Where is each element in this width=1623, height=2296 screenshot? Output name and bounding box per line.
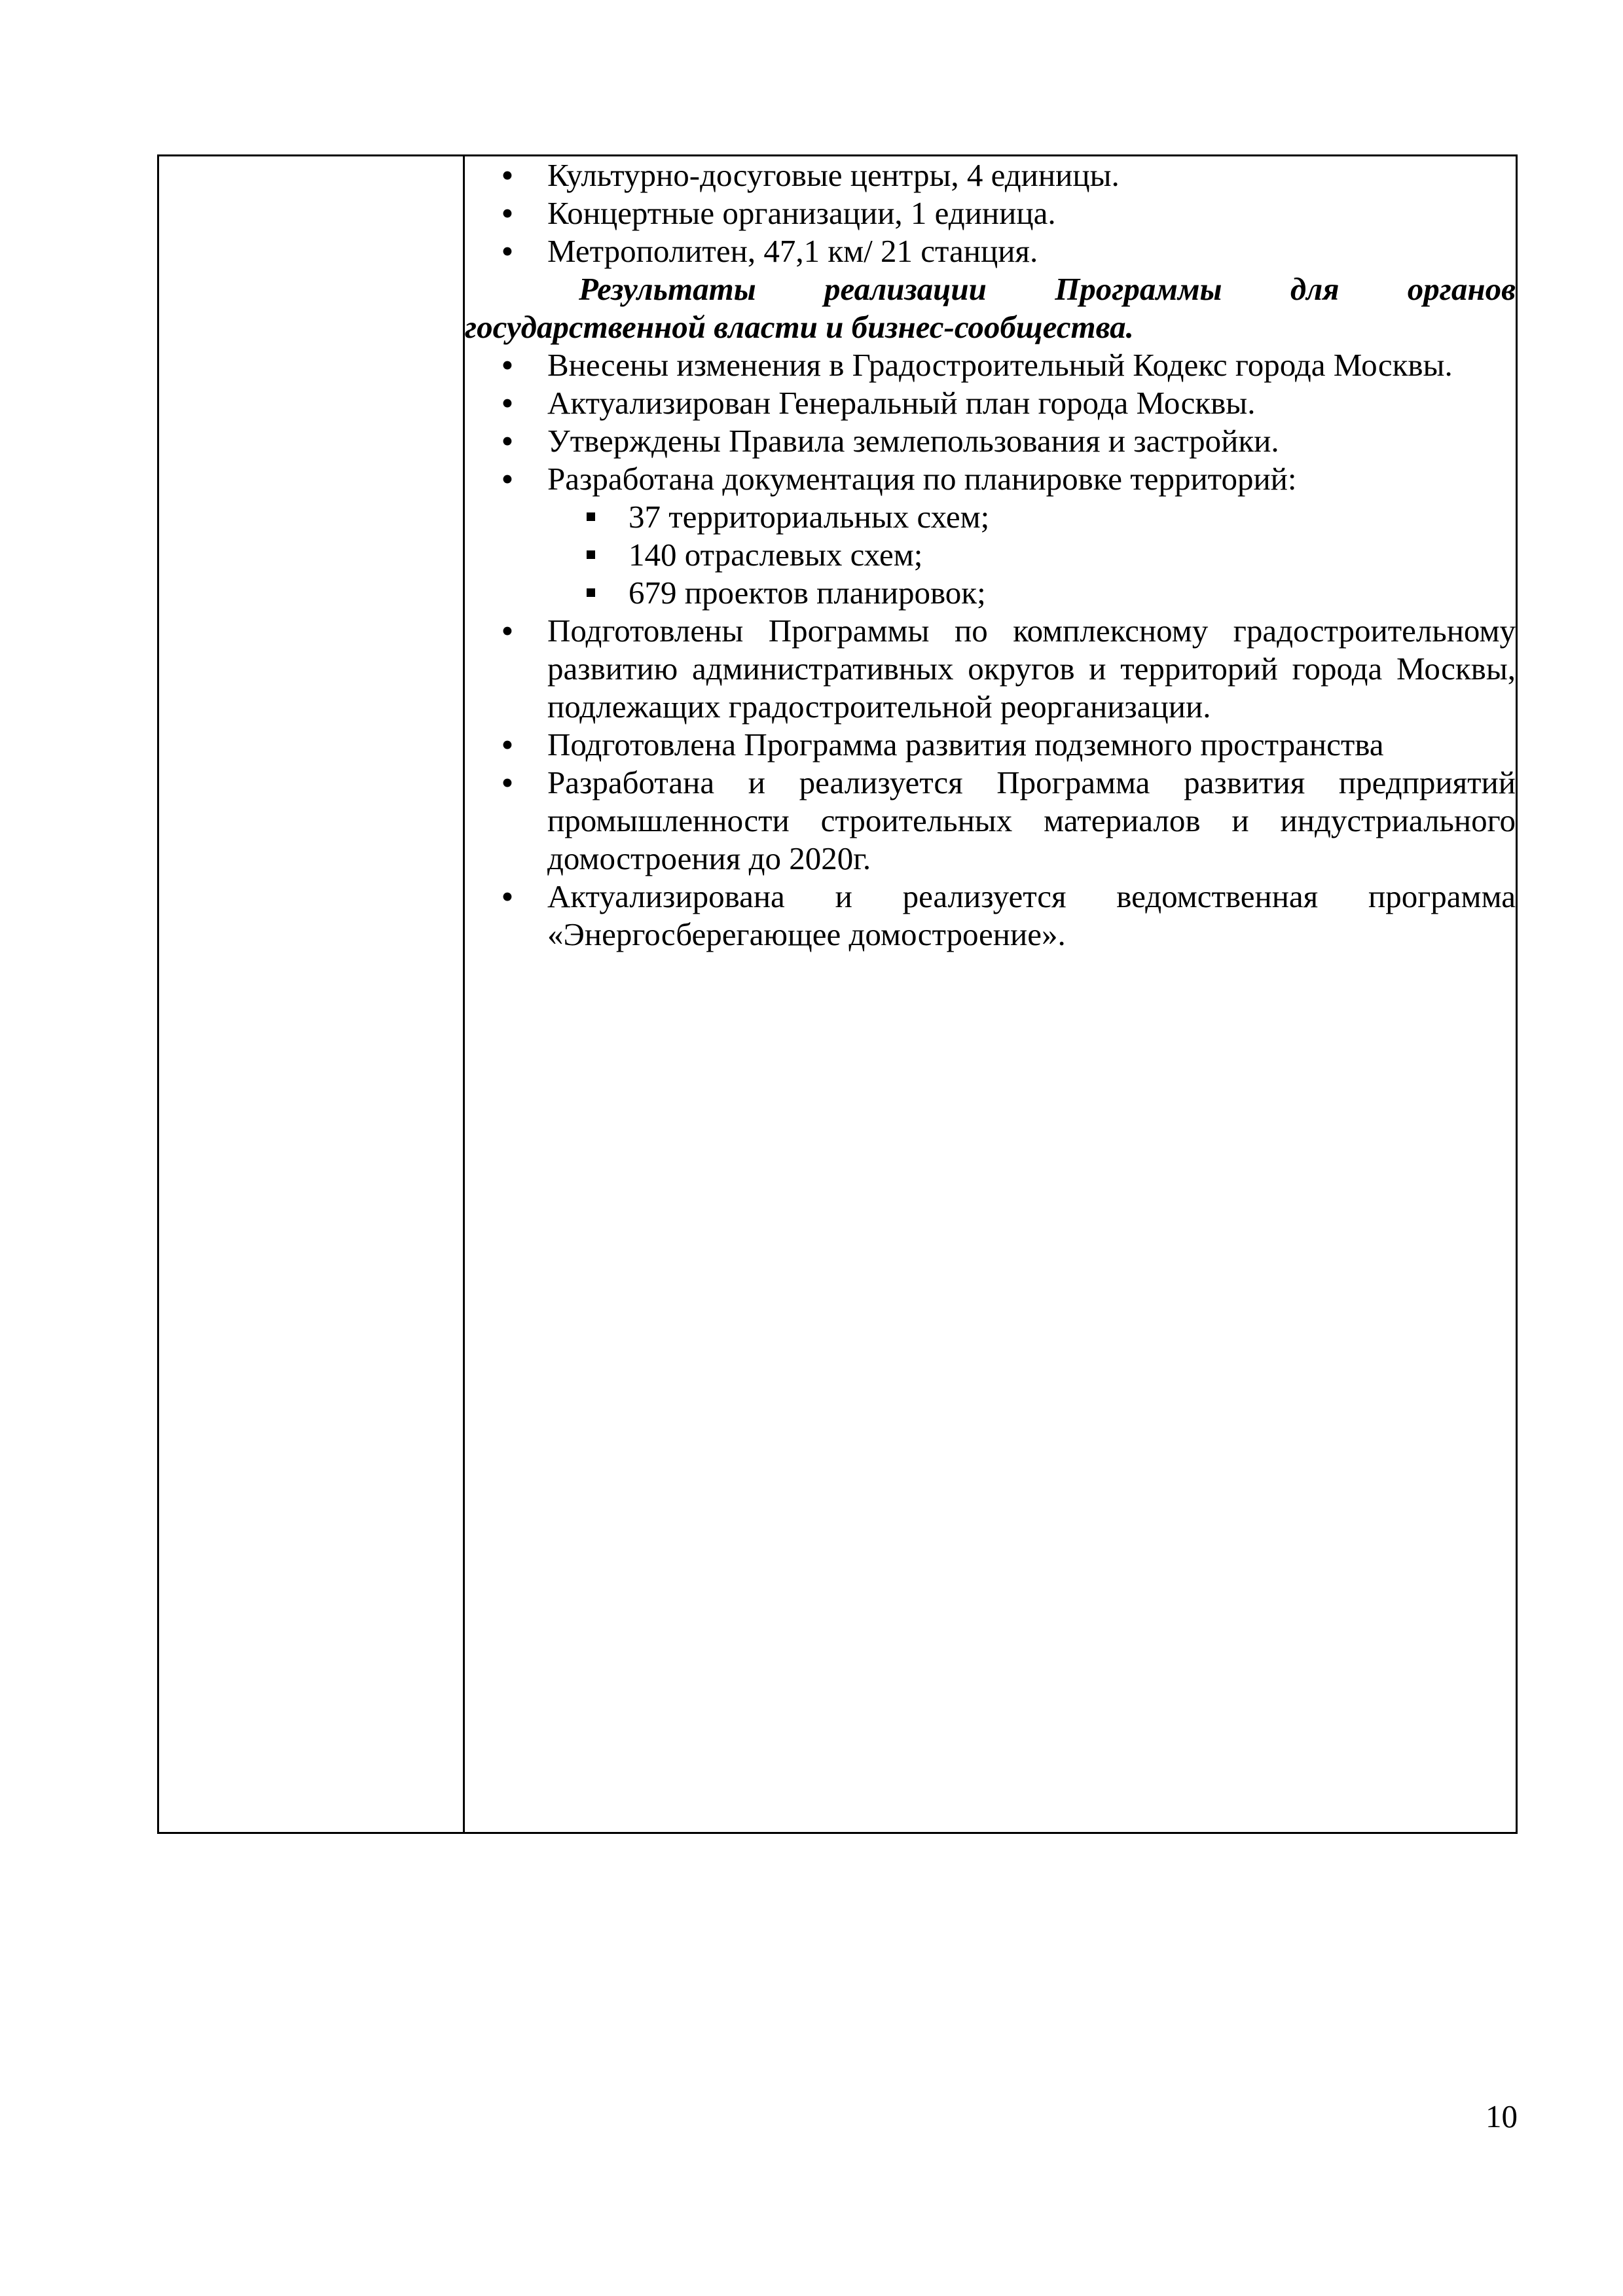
square-bullet-icon bbox=[587, 588, 595, 597]
list-item-text: Разработана и реализуется Программа развития предприятий промышленности строительных материалов и индустриального домостроения до 2020г. bbox=[547, 764, 1516, 876]
bullet-icon: • bbox=[501, 763, 514, 802]
results-heading: Результаты реализации Программы для органов государственной власти и бизнес-сообщества. bbox=[465, 271, 1516, 345]
facilities-list bbox=[465, 156, 1516, 270]
sublist-item-text: 140 отраслевых схем; bbox=[629, 537, 923, 573]
bullet-icon: • bbox=[501, 156, 514, 195]
list-item-text: Культурно-досуговые центры, 4 единицы. bbox=[547, 157, 1120, 193]
sublist-item bbox=[465, 498, 1516, 536]
sublist-item bbox=[465, 536, 1516, 574]
square-bullet-icon bbox=[587, 512, 595, 521]
list-item bbox=[465, 460, 1516, 612]
list-item bbox=[465, 232, 1516, 270]
bullet-icon: • bbox=[501, 232, 514, 271]
list-item bbox=[465, 194, 1516, 232]
list-item-text: Актуализирован Генеральный план города Москвы. bbox=[547, 385, 1256, 421]
sublist-item bbox=[465, 574, 1516, 612]
list-item-text: Концертные организации, 1 единица. bbox=[547, 195, 1056, 231]
planning-sublist bbox=[465, 498, 1516, 612]
left-empty-cell bbox=[158, 156, 464, 1833]
list-item-text: Подготовлены Программы по комплексному градостроительному развитию административных округов и территорий города Москвы, подлежащих градостроительной реорганизации. bbox=[547, 613, 1516, 725]
bullet-icon: • bbox=[501, 611, 514, 651]
sublist-item-text: 37 территориальных схем; bbox=[629, 499, 990, 535]
bullet-icon: • bbox=[501, 346, 514, 385]
bullet-icon: • bbox=[501, 877, 514, 916]
list-item bbox=[465, 878, 1516, 954]
list-item-text: Актуализирована и реализуется ведомственная программа «Энергосберегающее домостроение». bbox=[547, 878, 1516, 952]
list-item bbox=[465, 156, 1516, 194]
page-number: 10 bbox=[1486, 2098, 1518, 2134]
bullet-icon: • bbox=[501, 725, 514, 764]
list-item-text: Утверждены Правила землепользования и застройки. bbox=[547, 423, 1279, 459]
list-item bbox=[465, 422, 1516, 460]
list-item-text: Разработана документация по планировке территорий: bbox=[547, 461, 1297, 497]
bullet-icon: • bbox=[501, 459, 514, 499]
list-item bbox=[465, 612, 1516, 726]
list-item-text: Метрополитен, 47,1 км/ 21 станция. bbox=[547, 233, 1038, 269]
list-item bbox=[465, 346, 1516, 384]
bullet-icon: • bbox=[501, 384, 514, 423]
list-item bbox=[465, 384, 1516, 422]
table-row bbox=[158, 156, 1517, 1833]
list-item bbox=[465, 764, 1516, 878]
right-content-cell bbox=[464, 156, 1517, 1833]
sublist-item-text: 679 проектов планировок; bbox=[629, 575, 986, 611]
square-bullet-icon bbox=[587, 550, 595, 559]
list-item-text: Внесены изменения в Градостроительный Кодекс города Москвы. bbox=[547, 347, 1453, 383]
bullet-icon: • bbox=[501, 194, 514, 233]
list-item bbox=[465, 726, 1516, 764]
results-list bbox=[465, 346, 1516, 954]
content-table bbox=[157, 154, 1518, 1834]
list-item-text: Подготовлена Программа развития подземного пространства bbox=[547, 726, 1384, 762]
bullet-icon: • bbox=[501, 422, 514, 461]
